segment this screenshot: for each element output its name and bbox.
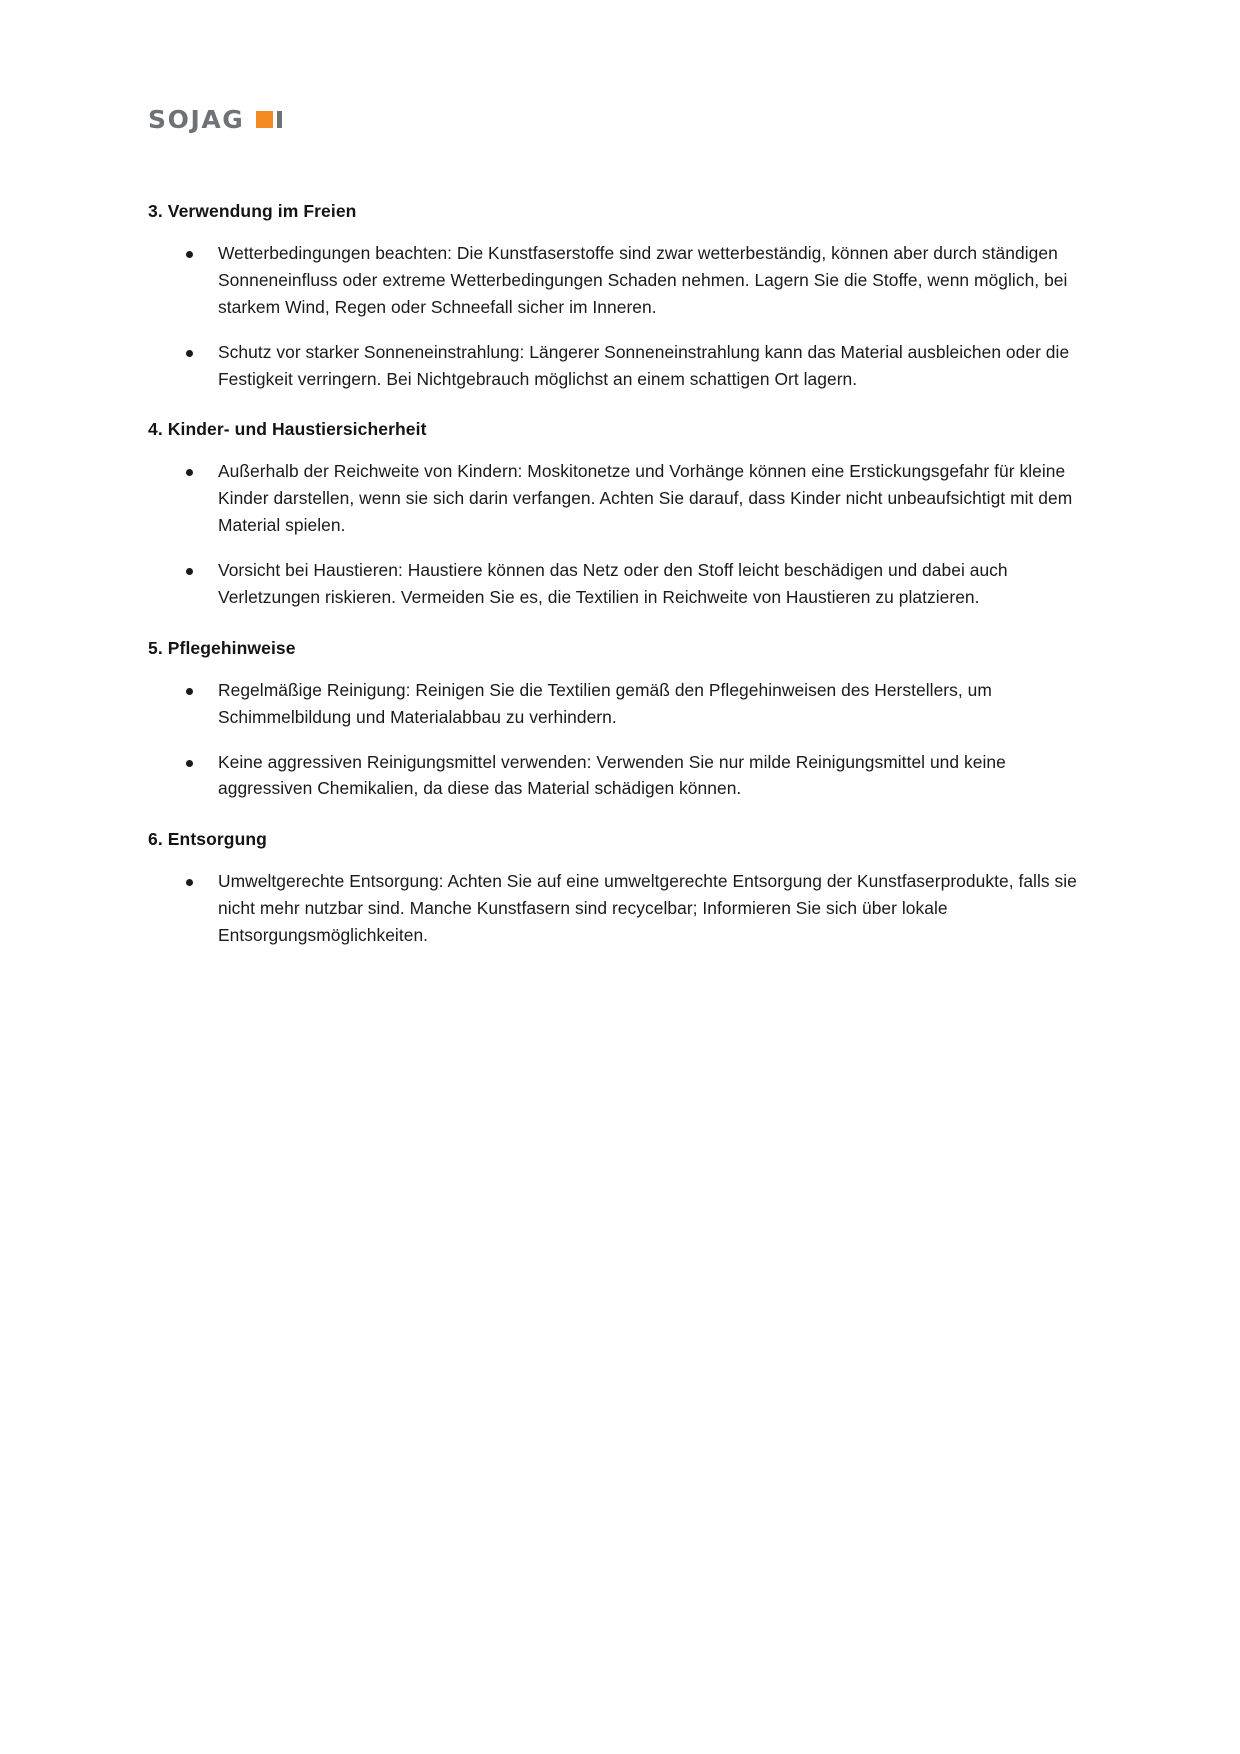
section-body bbox=[148, 458, 1098, 611]
list-item: Schutz vor starker Sonneneinstrahlung: Längerer Sonneneinstrahlung kann das Material ausbleichen oder die Festigkeit verringern. Bei Nichtgebrauch möglichst an einem schattigen Ort lagern. bbox=[180, 339, 1098, 393]
orange-square-icon bbox=[256, 111, 273, 128]
section-heading: 5. Pflegehinweise bbox=[148, 637, 296, 658]
logo-wordmark: SOJAG bbox=[148, 105, 245, 134]
list-item: Außerhalb der Reichweite von Kindern: Moskitonetze und Vorhänge können eine Erstickungsgefahr für kleine Kinder darstellen, wenn sie sich darin verfangen. Achten Sie darauf, dass Kinder nicht unbeaufsichtigt mit dem Material spielen. bbox=[180, 458, 1098, 539]
list-item: Wetterbedingungen beachten: Die Kunstfaserstoffe sind zwar wetterbeständig, können aber durch ständigen Sonneneinfluss oder extreme Wetterbedingungen Schaden nehmen. Lagern Sie die Stoffe, wenn möglich, bei starkem Wind, Regen oder Schneefall sicher im Inneren. bbox=[180, 240, 1098, 321]
section-verwendung-im-freien bbox=[148, 200, 1098, 392]
list-item: Regelmäßige Reinigung: Reinigen Sie die Textilien gemäß den Pflegehinweisen des Herstellers, um Schimmelbildung und Materialabbau zu verhindern. bbox=[180, 677, 1098, 731]
document-content bbox=[148, 200, 1098, 949]
section-heading: 3. Verwendung im Freien bbox=[148, 201, 357, 221]
list-item: Keine aggressiven Reinigungsmittel verwenden: Verwenden Sie nur milde Reinigungsmittel und keine aggressiven Chemikalien, da diese das Material schädigen können. bbox=[180, 749, 1098, 803]
bullet-list bbox=[148, 868, 1098, 949]
section-body bbox=[148, 868, 1098, 949]
list-item: Vorsicht bei Haustieren: Haustiere können das Netz oder den Stoff leicht beschädigen und dabei auch Verletzungen riskieren. Vermeiden Sie es, die Textilien in Reichweite von Haustieren zu platzieren. bbox=[180, 557, 1098, 611]
section-body bbox=[148, 240, 1098, 393]
section-entsorgung bbox=[148, 828, 1098, 949]
bullet-list bbox=[148, 458, 1098, 611]
bullet-list bbox=[148, 677, 1098, 803]
section-heading: 6. Entsorgung bbox=[148, 829, 267, 850]
sojag-logo bbox=[148, 105, 1112, 134]
section-heading: 4. Kinder- und Haustiersicherheit bbox=[148, 419, 427, 440]
list-item: Umweltgerechte Entsorgung: Achten Sie auf eine umweltgerechte Entsorgung der Kunstfaserprodukte, falls sie nicht mehr nutzbar sind. Manche Kunstfasern sind recycelbar; Informieren Sie sich über lokale Entsorgungsmöglichkeiten. bbox=[180, 868, 1098, 949]
bullet-list bbox=[148, 240, 1098, 393]
section-pflegehinweise bbox=[148, 637, 1098, 803]
logo-mark bbox=[256, 111, 282, 128]
section-body bbox=[148, 677, 1098, 803]
section-kinder-und-haustiersicherheit bbox=[148, 418, 1098, 610]
gray-bar-icon bbox=[277, 111, 282, 128]
